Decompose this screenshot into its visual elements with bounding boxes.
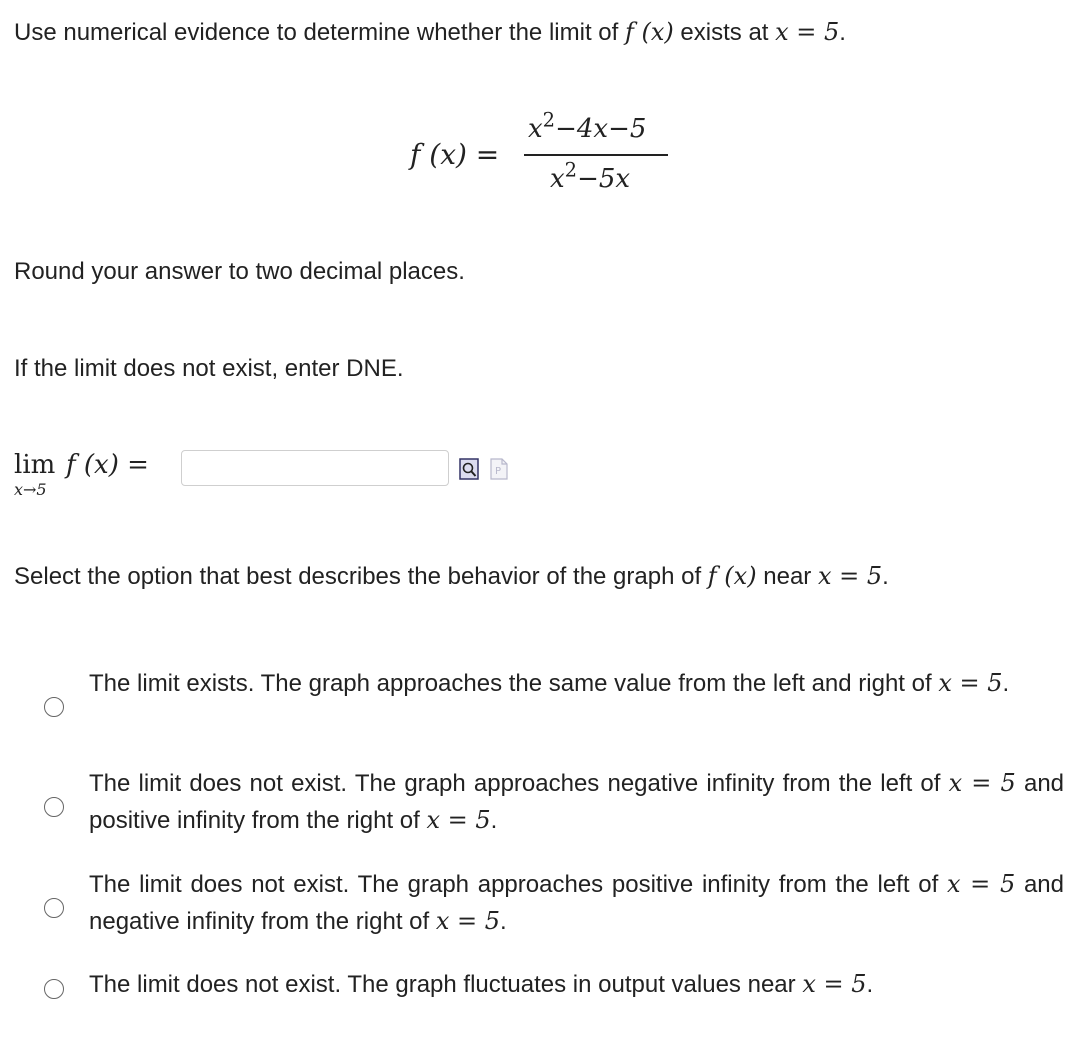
option-4-math: x = 5 xyxy=(802,970,867,998)
prompt-mid: exists at xyxy=(680,19,769,46)
fraction-bar xyxy=(524,154,668,156)
num-x: x xyxy=(528,114,543,144)
function-denominator xyxy=(550,158,631,194)
option-3-label xyxy=(89,866,1064,940)
option-2-text: The limit does not exist. The graph approaches negative infinity from the left of xyxy=(89,770,941,797)
option-2-radio[interactable] xyxy=(44,797,64,817)
option-2-label xyxy=(89,765,1064,839)
function-numerator xyxy=(528,108,647,144)
function-lhs: f (x) = xyxy=(410,138,500,171)
option-2-math: x = 5 xyxy=(948,769,1016,797)
option-4-text: The limit does not exist. The graph fluctuates in output values near xyxy=(89,971,796,998)
answer-input[interactable] xyxy=(181,450,449,486)
option-3-radio[interactable] xyxy=(44,898,64,918)
svg-text:P: P xyxy=(495,466,502,477)
prompt-fx: f (x) xyxy=(624,18,674,46)
option-3-math: x = 5 xyxy=(946,870,1016,898)
round-instruction: Round your answer to two decimal places. xyxy=(14,258,465,285)
option-4-tail: . xyxy=(866,971,874,998)
select-period: . xyxy=(882,563,889,590)
dne-instruction: If the limit does not exist, enter DNE. xyxy=(14,355,404,382)
den-x: x xyxy=(550,164,565,194)
preview-icon[interactable] xyxy=(459,458,479,480)
option-1-radio[interactable] xyxy=(44,697,64,717)
option-4-label xyxy=(89,966,1064,1003)
select-x-eq-5: x = 5 xyxy=(817,562,883,590)
den-rest: −5x xyxy=(577,164,631,194)
option-1-tail: . xyxy=(1002,670,1010,697)
question-prompt xyxy=(14,18,846,47)
pdf-icon[interactable] xyxy=(489,458,509,480)
option-1-text: The limit exists. The graph approaches the same value from the left and right of xyxy=(89,670,932,697)
lim-fx: f (x) = xyxy=(66,450,149,480)
select-text: Select the option that best describes the behavior of the graph of xyxy=(14,563,702,590)
option-3-mid: and negative infinity from the right of xyxy=(89,871,1064,935)
limit-entry-row xyxy=(14,446,554,506)
option-2-mid: and positive infinity from the right of xyxy=(89,770,1065,834)
prompt-text: Use numerical evidence to determine whether the limit of xyxy=(14,19,619,46)
option-1-label xyxy=(89,665,1064,702)
prompt-x-eq-5: x = 5 xyxy=(775,18,840,46)
option-3-math2: x = 5 xyxy=(435,907,501,935)
prompt-period: . xyxy=(839,19,846,46)
select-fx: f (x) xyxy=(707,562,757,590)
option-3-text: The limit does not exist. The graph approaches positive infinity from the left of xyxy=(89,871,939,898)
den-exponent: 2 xyxy=(564,158,578,182)
select-prompt xyxy=(14,562,889,591)
lim-label: lim xyxy=(14,450,56,480)
option-3-tail: . xyxy=(500,908,507,935)
function-display xyxy=(410,108,710,208)
option-2-math2: x = 5 xyxy=(426,806,491,834)
lim-subscript: x→5 xyxy=(14,480,47,499)
num-exponent: 2 xyxy=(542,108,556,132)
option-4-radio[interactable] xyxy=(44,979,64,999)
option-2-tail: . xyxy=(490,807,498,834)
option-1-math: x = 5 xyxy=(938,669,1003,697)
select-mid: near xyxy=(763,563,812,590)
num-rest: −4x−5 xyxy=(555,114,647,144)
